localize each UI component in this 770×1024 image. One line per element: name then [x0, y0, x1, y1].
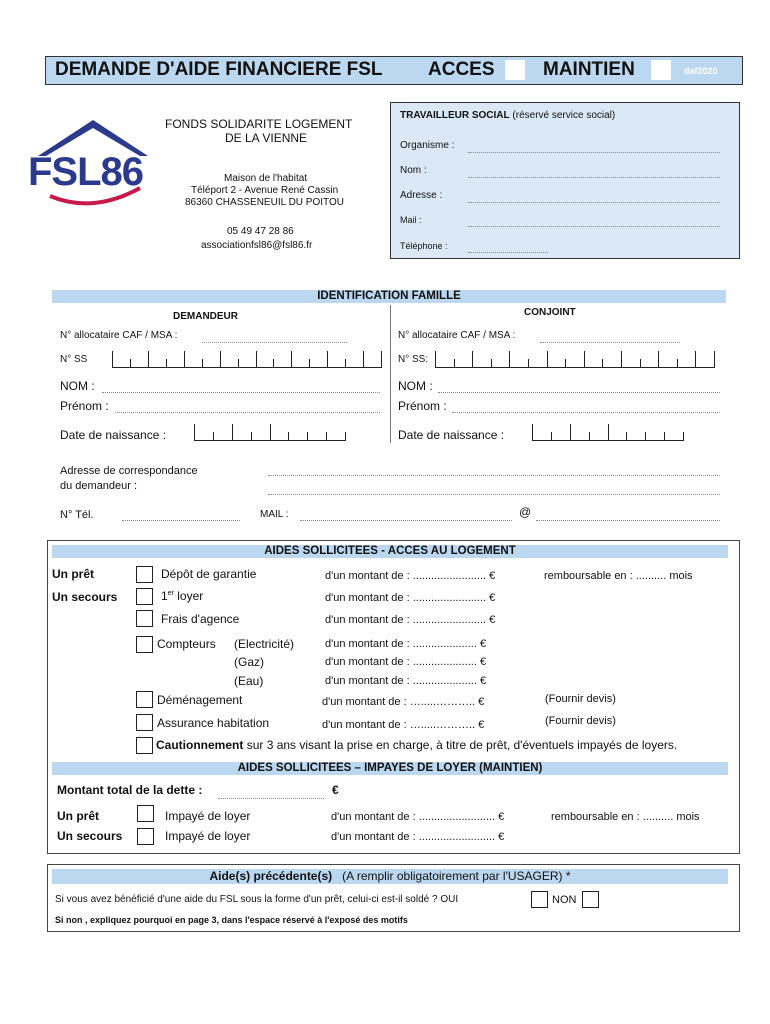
organisme-field[interactable]: [468, 140, 720, 153]
acces-header: AIDES SOLLICITEES - ACCES AU LOGEMENT: [52, 545, 728, 558]
depot-montant[interactable]: d'un montant de : ........................ €: [325, 570, 496, 582]
non-label: NON: [552, 894, 577, 906]
mail-dem-label: MAIL :: [260, 509, 289, 520]
assurance-checkbox[interactable]: [136, 714, 153, 731]
un-pret-label: Un prêt: [52, 567, 94, 581]
org-email: associationfsl86@fsl86.fr: [201, 240, 313, 251]
tel-label: N° Tél.: [60, 509, 94, 521]
org-phone: 05 49 47 28 86: [227, 226, 294, 237]
acces-checkbox[interactable]: [505, 60, 525, 80]
loyer-label: 1er loyer: [161, 589, 204, 603]
frais-montant[interactable]: d'un montant de : ........................ €: [325, 614, 496, 626]
assurance-montant[interactable]: d'un montant de : ….....……….. €: [322, 719, 485, 731]
demenagement-montant[interactable]: d'un montant de : ….....……….. €: [322, 696, 485, 708]
telephone-label: Téléphone :: [400, 241, 448, 251]
at-sign: @: [519, 505, 532, 519]
adresse-corr-label-1: Adresse de correspondance: [60, 465, 198, 477]
demenagement-label: Déménagement: [157, 693, 243, 707]
social-worker-box: [390, 102, 740, 259]
dette-field[interactable]: [218, 786, 324, 799]
logo-text: FSL86: [28, 150, 144, 194]
frais-label: Frais d'agence: [161, 612, 240, 626]
org-name-1: FONDS SOLIDARITE LOGEMENT: [165, 117, 353, 131]
adresse-label: Adresse :: [400, 190, 443, 201]
nom-dem-label: NOM :: [60, 379, 95, 393]
naissance-conj-field[interactable]: [532, 423, 684, 441]
frais-checkbox[interactable]: [136, 610, 153, 627]
eau-label: (Eau): [234, 674, 264, 688]
caf-dem-label: N° allocataire CAF / MSA :: [60, 330, 178, 341]
loyer-montant[interactable]: d'un montant de : ........................ €: [325, 592, 496, 604]
maintien-secours-impaye: Impayé de loyer: [165, 829, 251, 843]
org-address-2: Téléport 2 - Avenue René Cassin: [191, 185, 339, 196]
naissance-dem-field[interactable]: [194, 423, 346, 441]
compteurs-label: Compteurs: [157, 637, 216, 651]
prenom-conj-field[interactable]: [452, 400, 720, 413]
depot-remboursable[interactable]: remboursable en : .......... mois: [544, 570, 693, 582]
form-version: daf2020: [684, 66, 718, 76]
maintien-header: AIDES SOLLICITEES – IMPAYES DE LOYER (MAINTIEN): [52, 762, 728, 775]
mail-dem-field[interactable]: [300, 508, 512, 521]
ss-dem-label: N° SS: [60, 354, 88, 365]
adresse-field[interactable]: [468, 190, 720, 203]
organisme-label: Organisme :: [400, 140, 455, 151]
precedentes-question: Si vous avez bénéficié d'une aide du FSL sous la forme d'un prêt, celui-ci est-il soldé ? OUI: [55, 894, 459, 905]
adresse-corr-field-1[interactable]: [268, 463, 720, 476]
gaz-label: (Gaz): [234, 655, 264, 669]
caf-conj-field[interactable]: [540, 330, 680, 343]
maintien-pret-remboursable[interactable]: remboursable en : .......... mois: [551, 811, 700, 823]
oui-checkbox[interactable]: [531, 891, 548, 908]
cautionnement-label: Cautionnement sur 3 ans visant la prise en charge, à titre de prêt, d'éventuels impayés de loyers.: [156, 738, 678, 752]
un-secours-label: Un secours: [52, 590, 118, 604]
ss-dem-field[interactable]: [112, 350, 382, 368]
identification-header: IDENTIFICATION FAMILLE: [52, 290, 726, 303]
demenagement-checkbox[interactable]: [136, 691, 153, 708]
precedentes-sinon: Si non , expliquez pourquoi en page 3, dans l'espace réservé à l'exposé des motifs: [55, 915, 408, 925]
org-address-3: 86360 CHASSENEUIL DU POITOU: [185, 197, 344, 208]
maintien-checkbox[interactable]: [651, 60, 671, 80]
cautionnement-checkbox[interactable]: [136, 737, 153, 754]
column-divider: [390, 305, 391, 443]
org-name-2: DE LA VIENNE: [225, 131, 308, 145]
tel-field[interactable]: [122, 508, 240, 521]
nom-field[interactable]: [468, 165, 720, 178]
demenagement-devis: (Fournir devis): [545, 693, 616, 705]
mail-label: Mail :: [400, 215, 422, 225]
prenom-conj-label: Prénom :: [398, 399, 447, 413]
assurance-devis: (Fournir devis): [545, 715, 616, 727]
page-title: DEMANDE D'AIDE FINANCIERE FSL: [55, 59, 383, 80]
compteurs-checkbox[interactable]: [136, 636, 153, 653]
conjoint-label: CONJOINT: [524, 307, 576, 318]
maintien-pret-label: Un prêt: [57, 809, 99, 823]
maintien-pret-impaye: Impayé de loyer: [165, 809, 251, 823]
elec-label: (Electricité): [234, 637, 295, 651]
maintien-pret-montant[interactable]: d'un montant de : ......................... €: [331, 811, 505, 823]
dette-euro: €: [332, 783, 339, 797]
naissance-dem-label: Date de naissance :: [60, 428, 167, 442]
mail-field[interactable]: [468, 214, 720, 227]
naissance-conj-label: Date de naissance :: [398, 428, 505, 442]
depot-checkbox[interactable]: [136, 566, 153, 583]
depot-label: Dépôt de garantie: [161, 567, 257, 581]
eau-montant[interactable]: d'un montant de : ..................... €: [325, 675, 487, 687]
nom-conj-label: NOM :: [398, 379, 433, 393]
caf-dem-field[interactable]: [202, 330, 347, 343]
maintien-pret-checkbox[interactable]: [137, 805, 154, 822]
non-checkbox[interactable]: [582, 891, 599, 908]
maintien-secours-checkbox[interactable]: [137, 828, 154, 845]
maintien-secours-montant[interactable]: d'un montant de : ......................... €: [331, 831, 505, 843]
dette-label: Montant total de la dette :: [57, 783, 203, 797]
maintien-label: MAINTIEN: [543, 59, 635, 80]
social-worker-title: TRAVAILLEUR SOCIAL (réservé service social): [400, 110, 616, 121]
gaz-montant[interactable]: d'un montant de : ..................... €: [325, 656, 487, 668]
precedentes-header: Aide(s) précédente(s) (A remplir obligatoirement par l'USAGER) *: [52, 869, 728, 884]
maintien-secours-label: Un secours: [57, 829, 123, 843]
adresse-corr-label-2: du demandeur :: [60, 480, 138, 492]
caf-conj-label: N° allocataire CAF / MSA :: [398, 330, 516, 341]
elec-montant[interactable]: d'un montant de : ..................... €: [325, 638, 487, 650]
adresse-corr-field-2[interactable]: [268, 482, 720, 495]
nom-conj-field[interactable]: [438, 380, 720, 393]
acces-label: ACCES: [428, 59, 495, 80]
nom-label: Nom :: [400, 165, 427, 176]
nom-dem-field[interactable]: [102, 380, 380, 393]
assurance-label: Assurance habitation: [157, 716, 270, 730]
org-address-1: Maison de l'habitat: [224, 173, 308, 184]
telephone-field[interactable]: [468, 240, 548, 253]
loyer-checkbox[interactable]: [136, 588, 153, 605]
demandeur-label: DEMANDEUR: [173, 311, 238, 322]
mail-domain-field[interactable]: [536, 508, 720, 521]
ss-conj-field[interactable]: [435, 350, 715, 368]
prenom-dem-field[interactable]: [115, 400, 380, 413]
ss-conj-label: N° SS:: [398, 354, 429, 365]
prenom-dem-label: Prénom :: [60, 399, 109, 413]
